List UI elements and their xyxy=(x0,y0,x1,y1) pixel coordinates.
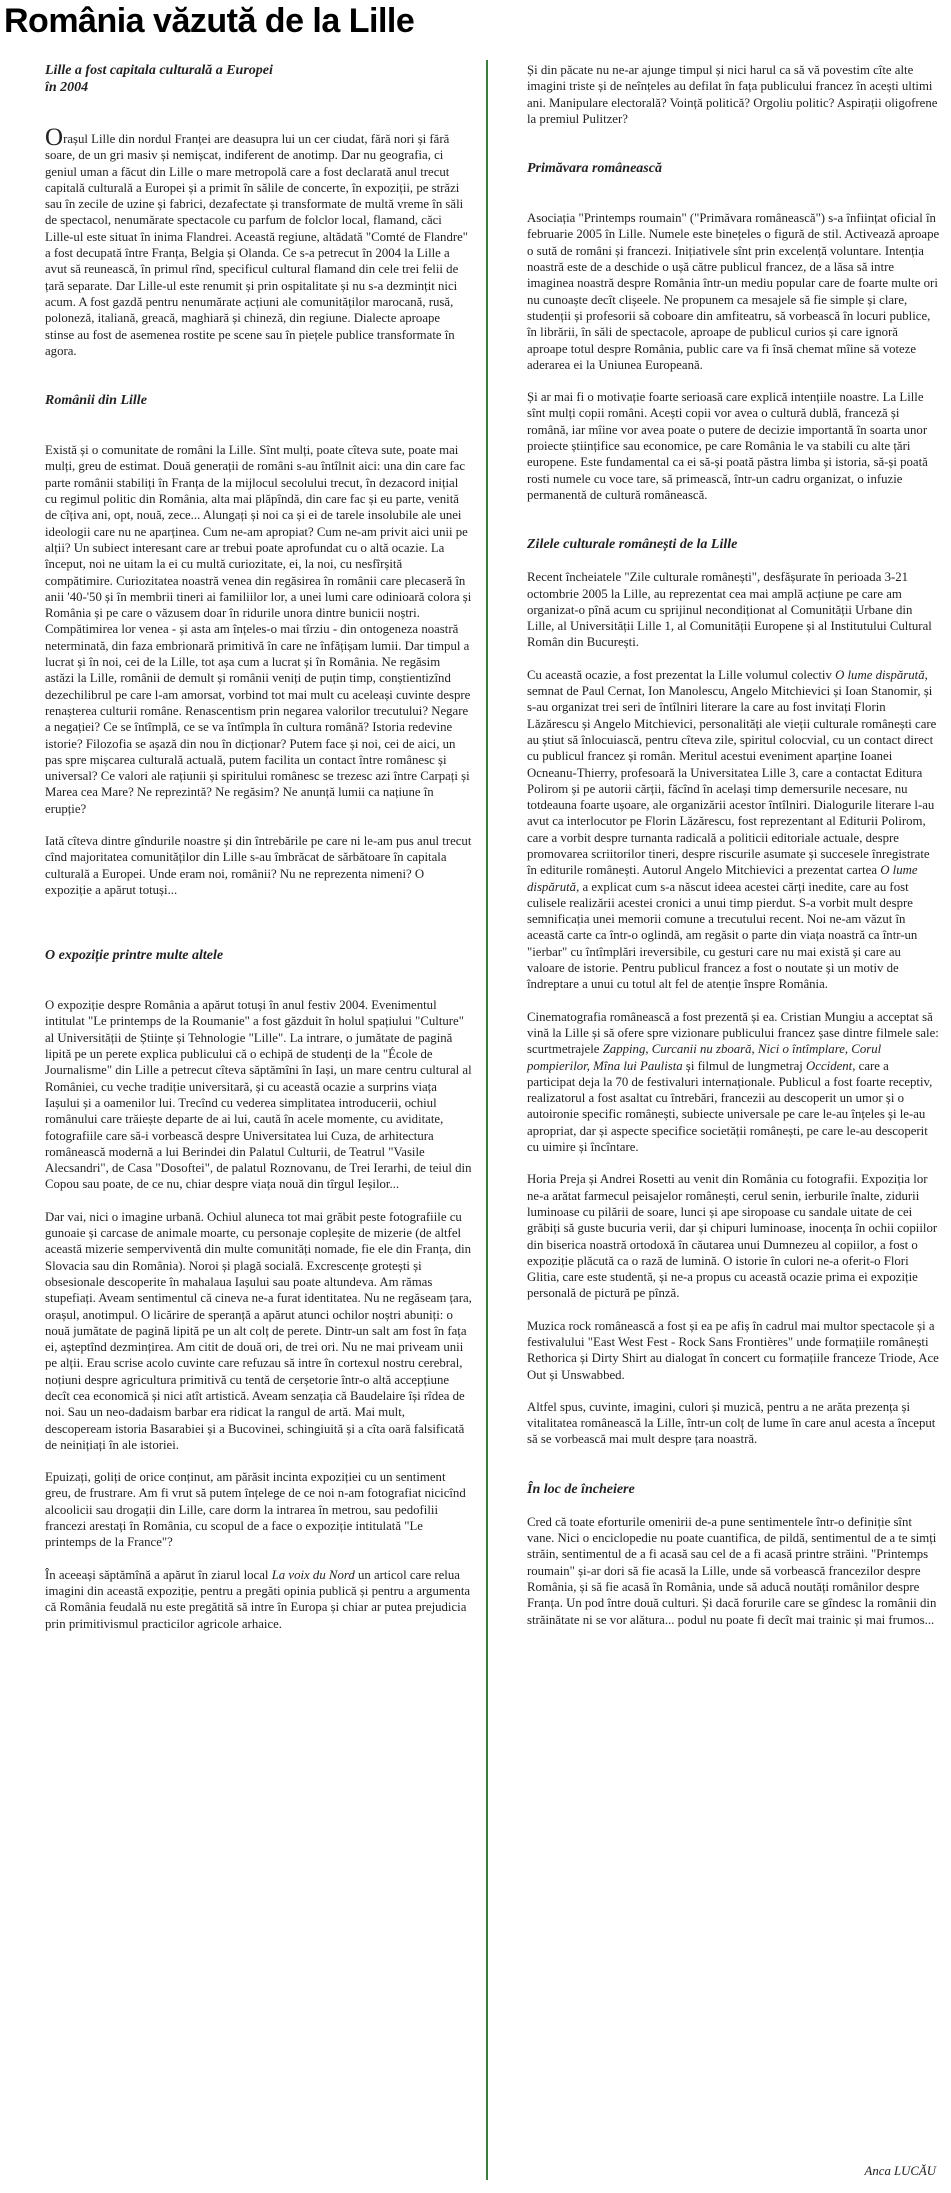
newspaper-name: La voix du Nord xyxy=(271,1567,355,1582)
paragraph: Și ar mai fi o motivație foarte serioasă care explică intențiile noastre. La Lille sînt mulți copii români. Acești copii vor avea o cultură dublă, franceză și română, iar mîine vor avea poate o putere de decizie importantă în soarta unor proiecte științifice sau economice, pe care România le va stabili cu alte țări europene. Este fundamental ca ei să-și poată păstra limba și istoria, să-și poată rosti numele cu voce tare, să primească, într-un cadru organizat, o infuzie permanentă de cultură românească. xyxy=(527,390,928,502)
section-title-zilele: Zilele culturale românești de la Lille xyxy=(527,537,738,553)
section-title-primavara: Primăvara românească xyxy=(527,161,662,177)
book-title: O lume dispărută xyxy=(835,667,925,682)
drop-cap: O xyxy=(45,124,64,151)
film-titles: Zapping, Curcanii nu zboară, Nici o întîmplare, Corul pompierilor, Mîna lui Paulista xyxy=(527,1042,882,1073)
paragraph xyxy=(527,667,940,993)
section-title-incheiere: În loc de încheiere xyxy=(527,1481,635,1497)
author-signature: Anca LUCĂU xyxy=(864,2164,936,2178)
section-title-line: Lille a fost capitala culturală a Europei xyxy=(45,63,273,78)
paragraph: Asociația "Printemps roumain" ("Primăvara românească") s-a înființat oficial în februarie 2005 în Lille. Numele este binețeles o figură de stil. Activează aproape o sută de români și francezi. Inițiativele sînt prin excelență voluntare. Intenția noastră este de a deschide o ușă către publicul francez, de a lăsa să intre imaginea noastră despre România într-un mediu popular care de foarte multe ori nu cunoaște decît clișeele. Ne propunem ca mesajele să fie simple și clare, studenții și profesorii să coboare din amfiteatru, să vorbească în locuri publice, în librării, în săli de spectacole, aproape de publicul curios și care ignoră aproape totul despre România, public care va fi însă chemat mîine să voteze aderarea ei la Uniunea Europeană. xyxy=(527,211,940,372)
paragraph: Și din păcate nu ne-ar ajunge timpul și nici harul ca să vă povestim cîte alte imagini triste și de neînțeles au defilat în fața publicului francez în acești ultimi ani. Manipulare electorală? Voință politică? Orgoliu politic? Aspirații oligofrene la premiul Pulitzer? xyxy=(527,63,938,126)
paragraph-text: rașul Lille din nordul Franței are deasupra lui un cer ciudat, fără nori și fără soare, de un gri masiv și nemișcat, indiferent de anotimp. Dar nu geografia, ci geniul uman a făcut din Lille o mare metropolă care a fost declarată anul trecut capitală culturală a Europei și a primit în sălile de concerte, în expoziții, pe străzi sau în zecile de uzine și fabrici, dezafectate și transformate de multă vreme în săli de spectacol, nenumărate spectacole cu parfum de folclor local, flamand, căci Lille-ul este situat în inima Flandrei. Această regiune, altădată "Comté de Flandre" a fost decupată între Franța, Belgia și Olanda. Ce s-a petrecut în 2004 la Lille a avut să reunească, în primul rînd, specificul cultural flamand din cele trei felii de țară separate. Dar Lille-ul este renumit și prin ospitalitate și nu s-a dezmințit nici acum. A fost gazdă pentru nenumărate acțiuni ale comunităților marocană, rusă, poloneză, italiană, greacă, maghiară și chineză, din regiune. Dialecte aproape stinse au fost de asemenea rostite pe scene sau în piețele publice transformate în agora. xyxy=(45,132,469,358)
left-column xyxy=(45,62,472,1632)
paragraph-text: Cinematografia românească a fost prezentă și ea. Cristian Mungiu a acceptat să vină la Lille și să ofere spre vizionare publicului francez șase dintre filmele sale: scurtmetrajele xyxy=(527,1009,939,1057)
paragraph xyxy=(45,124,472,359)
paragraph-text: un articol care relua imagini din această expoziție, pentru a pregăti opinia publică și pentru a argumenta că România feudală nu este pregătită să intre în Europa și chiar ar putea prejudicia prin primitivismul practicilor agricole arhaice. xyxy=(45,1567,471,1631)
paragraph xyxy=(527,1009,940,1156)
paragraph: Horia Preja și Andrei Rosetti au venit din România cu fotografii. Expoziția lor ne-a arătat farmecul peisajelor românești, cerul senin, ierburile înalte, zidurii luminoase cu pilării de soare, lunci și ape siropoase cu sandale uitate de cei grăbiți să guste bucuria verii, dar și chipuri luminoase, inocența în ochii copiilor din biserica noastră ortodoxă în căutarea unui Dumnezeu al copiilor, a fost o expoziție plăcută ca o rază de lumină. O istorie în culori ne-a oferit-o Flori Glitia, care este studentă, și ne-a propus cu această ocazie prima ei expoziție personală de pictură pe pînză. xyxy=(527,1172,938,1301)
film-title: Occident xyxy=(806,1058,853,1073)
section-title-romanii: Românii din Lille xyxy=(45,393,147,409)
paragraph xyxy=(45,1567,472,1632)
paragraph: Recent încheiatele "Zile culturale românești", desfășurate în perioada 3-21 octombrie 2005 la Lille, au reprezentat cea mai amplă acțiune pe care am organizat-o pînă acum cu sprijinul necondiționat al Comunității Urbane din Lille, al Universității Lille 1, al Comunității Europene și al Institutului Cultural Român din București. xyxy=(527,570,932,650)
paragraph: Epuizați, goliți de orice conținut, am părăsit incinta expoziției cu un sentiment greu, de frustrare. Am fi vrut să putem înțelege de ce noi n-am fotografiat nicicînd alcoolicii sau drogații din Lille, care dorm la intrarea în metrou, sau pedofilii francezi arestați în România, cu scopul de a face o expoziție intitulată "Le printemps de la France"? xyxy=(45,1470,466,1550)
paragraph-text: În aceeași săptămînă a apărut în ziarul local xyxy=(45,1567,272,1582)
paragraph: Există și o comunitate de români la Lille. Sînt mulți, poate cîteva sute, poate mai mulți, greu de estimat. Două generații de români s-au întîlnit aici: una din care fac parte românii stabiliți în Franța de la mijlocul secolului trecut, în dezacord inițial cu regimul politic din România, alta mai plăpîndă, din care fac și eu parte, venită de cîțiva ani, opt, nouă, zece... Alungați și noi ca și ei de tarele insolubile ale unei ideologii care nu ne aparținea. Cum ne-am apropiat? Cum ne-am privit aici unii pe alții? Un subiect interesant care ar trebui poate aprofundat cu o altă ocazie. La început, noi ne uitam la ei cu multă curiozitate, ei, la noi, cu nesfîrșită compătimire. Curiozitatea noastră venea din regăsirea în românii care plecaseră în anii '40-'50 și în membrii tineri ai familiilor lor, a unei lumi care odinioară colora și România și pe care o văzusem doar în ridurile unora dintre bunicii noștri. Compătimirea lor venea - și asta am înțeles-o mai tîrziu - din ontogeneza noastră neterminată, din faza embrionară primitivă în care ne înfățișam lumii. Dar timpul a lucrat și în noi, cei de la Lille, tot așa cum a lucrat și în România. Ne regăsim astăzi la Lille, românii de demult și românii veniți de puțin timp, conștientizînd dezechilibrul pe care l-am amorsat, vorbind tot mai mult cu aceleași cuvinte despre renașterea culturii române. Renascentism prin negarea valorilor trecutului? Negare a negației? Ce se întîmplă, ce se va întîmpla în cultura română? Istoria redevine istorie? Filozofia se așază din nou în dicționar? Putem face și noi, cei de aici, un pas spre mișcarea culturală actuală, putem facilita un contact între românesc și universal? Ce valori ale rațiunii și spiritului românesc se trezesc azi între Carpați și Marea cea Mare? Ne reprezintă? Ne regăsim? Ne anunță lumii ca națiune în erupție? xyxy=(45,443,472,816)
section-title-capitala xyxy=(45,62,472,96)
paragraph: O expoziție despre România a apărut totuși în anul festiv 2004. Evenimentul intitulat "Le printemps de la Roumanie" a fost găzduit în holul spațiului "Culture" al Universității de Științe și Tehnologie "Lille". La intrare, o jumătate de pagină lipită pe un perete explica publicului că o echipă de studenți de la "École de Journalisme" din Lille a petrecut cîteva săptămîni în Iași, un mare centru cultural al României, cu veche tradiție universitară, și cu această ocazie a surprins viața Iașului și a oamenilor lui. Trecînd cu vederea simplitatea introducerii, ochiul românului care trăiește departe de ai lui, caută în acele momente, cu aviditate, fotografiile care să-i vorbească despre Universitatea lui Cuza, de arhitectura românească modernă a lui Berindei din Palatul Culturii, de Teatrul "Vasile Alecsandri", de Casa "Dosoftei", de palatul Roznovanu, de Trei Ierarhi, de teiul din Copou sau poate, de ce nu, chiar despre viața nouă din tîrgul Ieșilor... xyxy=(45,998,472,1192)
book-title: O lume dispărută xyxy=(527,863,918,894)
right-column xyxy=(527,62,940,1628)
paragraph-text: , a explicat cum s-a născut ideea acestei cărți inedite, care au fost culisele realizării acestei cronici a unui timp pierdut. S-a vorbit mult despre semnificația unei memorii comune a trecutului recent. Noi ne-am văzut în această carte ca într-o oglindă, am regăsit o parte din viața noastră ca într-un "ierbar" cu întîmplări ireversibile, cu gesturi care nu mai există și care au valoare de istorie. Pentru publicul francez a fost o noutate și un motiv de îndreptare a unui cu totul alt fel de atenție înspre România. xyxy=(527,879,918,992)
paragraph: Muzica rock românească a fost și ea pe afiș în cadrul mai multor spectacole și a festivalului "East West Fest - Rock Sans Frontières" unde formațiile românești Rethorica și Dirty Shirt au dialogat în concert cu formațiile franceze Triode, Ace Out și Unswabbed. xyxy=(527,1318,939,1382)
column-divider xyxy=(486,60,488,2180)
section-title-expozitie: O expoziție printre multe altele xyxy=(45,948,224,964)
paragraph: Iată cîteva dintre gîndurile noastre și din întrebările pe care ni le-am pus anul trecut cînd majoritatea comunităților din Lille s-au îmbrăcat de sărbătoare în capitala culturală a Europei. Unde eram noi, românii? Nu ne reprezenta nimeni? O expoziție a apărut totuși... xyxy=(45,833,472,897)
paragraph: Altfel spus, cuvinte, imagini, culori și muzică, pentru a ne arăta prezența și vitalitatea românească la Lille, într-un colț de lume în care anul acesta a început să se vorbească mai mult despre țara noastră. xyxy=(527,1399,936,1447)
page-title: România văzută de la Lille xyxy=(4,2,415,40)
paragraph: Dar vai, nici o imagine urbană. Ochiul aluneca tot mai grăbit peste fotografiile cu gunoaie și carcase de animale moarte, cu personaje copleșite de mizerie (de altfel această mizerie semperviventă din multe comunități nomade, fie ele din Franța, din Slovacia sau din România). Noroi și plagă socială. Excrescențe grotești și obsesionale descoperite în mahalaua Iașului sau poate altundeva. Am rămas stupefiați. Aveam sentimentul că cineva ne-a furat identitatea. Nu ne regăseam țara, orașul, anotimpul. O licărire de speranță a apărut atunci ochilor noștri abuniți: o nouă jumătate de pagină lipită pe un alt colț de perete. Dintr-un salt am fost în fața ei, așteptînd dezmințirea. Am citit de două ori, de trei ori. Nu ne mai priveam unii pe alții. Erau scrise acolo cuvinte care refuzau să intre în cortexul nostru cerebral, noțiuni despre agricultura primitivă cu tentă de cerșetorie într-o altă accepțiune decît cea economică și nici atît artistică. Aveam senzația că Baudelaire își rîdea de noi. Sau un neo-dadaism barbar era ridicat la rangul de artă. Mai mult, descopeream istoria Basarabiei și a Bucovinei, schingiuită și a cîta oară falsificată de neinițiați în ale istoriei. xyxy=(45,1209,472,1452)
paragraph: Cred că toate eforturile omenirii de-a pune sentimentele într-o definiție sînt vane. Nici o enciclopedie nu poate cuantifica, de pildă, sentimentul de a te simți străin, sentimentul de a fi acasă sau cel de a fi acasă printre străini. "Printemps roumain" și-ar dori să fie acasă la Lille, unde să vorbească francezilor despre România, și să fie acasă în România, unde să aducă noutăți românilor despre Franța. Un pod între două culturi. Și dacă forurile care se gîndesc la românii din străinătate ni se vor alătura... podul nu poate fi decît mai trainic și mai frumos... xyxy=(527,1514,937,1627)
paragraph-text: , semnat de Paul Cernat, Ion Manolescu, Angelo Mitchievici și Ioan Stanomir, și s-au organizat trei seri de întîlniri literare la care au fost invitați Florin Lăzărescu și Angelo Mitchievici, personalități ale vieții culturale românești care au știut să înlocuiască, pentru cîteva zile, spiritul colocvial, cu un contact direct cu publicul francez și român. Meritul acestui eveniment aparține Ioanei Ocneanu-Thierry, profesoară la Universitatea Lille 3, care a contactat Editura Polirom și pe autorii cărții, făcînd în același timp demersurile necesare, nu totdeauna foarte ușoare, ale organizării acestor întîlniri. Dialogurile literare l-au avut ca interlocutor pe Florin Lăzărescu, fost reprezentant al Editurii Polirom, care a vorbit despre turnanta radicală a politicii editoriale actuale, despre promovarea scriitorilor tineri, despre riscurile asumate și succesele înregistrate în editurile românești. Autorul Angelo Mitchievici a prezentat cartea xyxy=(527,667,937,878)
section-title-line: în 2004 xyxy=(45,80,89,95)
paragraph-text: și filmul de lungmetraj xyxy=(682,1058,807,1073)
paragraph-text: Cu această ocazie, a fost prezentat la Lille volumul colectiv xyxy=(527,667,836,682)
paragraph-text: , care a participat deja la 70 de festivaluri internaționale. Publicul a fost foarte receptiv, realizatorul a fost asaltat cu întrebări, francezii au descoperit un umor și o autoironie specific românești, subiecte universale pe care le-au înțeles și le-au apropriat, dar și aspecte specifice societății românești, pe care le-au descoperit cu uimire și încîntare. xyxy=(527,1058,933,1155)
